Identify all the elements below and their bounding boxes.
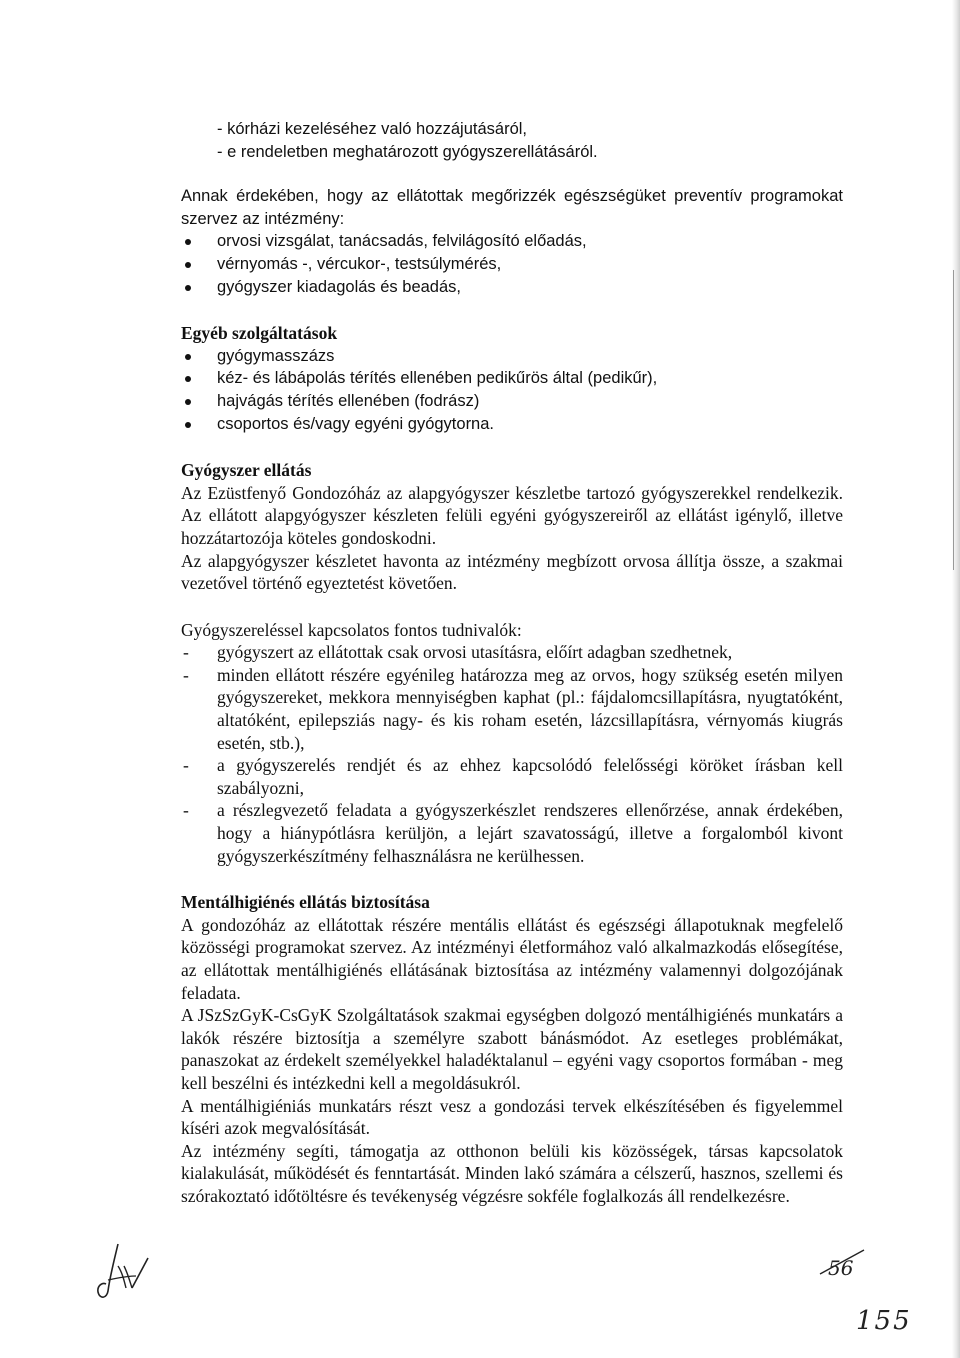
mental-hygiene-paragraph: A JSzSzGyK-CsGyK Szolgáltatások szakmai egységben dolgozó mentálhigiénés munkatárs a lakók részére biztosítja a személyre szabott bánásmódot. Az esetleges problémákat, panaszokat az érdekelt személyekkel haladéktalanul – egyéni vagy csoportos formában - meg kell beszélni és intézkedni kell a megoldásukról. [181, 1005, 843, 1093]
list-item: vérnyomás -, vércukor-, testsúlymérés, [181, 253, 843, 276]
list-item: csoportos és/vagy egyéni gyógytorna. [181, 413, 843, 436]
mental-hygiene-paragraph: Az intézmény segíti, támogatja az otthonon belüli kis közösségek, társas kapcsolatok kialakulását, működését és fenntartását. Minden lakó számára a célszerű, hasznos, szellemi és szórakoztató időtöltésre és tevékenység végzésre sokféle foglalkozás áll rendelkezésre. [181, 1140, 843, 1206]
bullet-icon [185, 422, 191, 428]
list-item: hajvágás térítés ellenében (fodrász) [181, 390, 843, 413]
mental-hygiene-paragraph: A mentálhigiéniás munkatárs részt vesz a gondozási tervek elkészítésében és figyelemmel kíséri azok megvalósítását. [181, 1095, 843, 1139]
mental-hygiene-heading: Mentálhigiénés ellátás biztosítása [181, 892, 430, 913]
other-services-heading: Egyéb szolgáltatások [181, 323, 338, 344]
bullet-icon [185, 239, 191, 245]
bullet-icon [185, 285, 191, 291]
list-item: orvosi vizsgálat, tanácsadás, felvilágosító előadás, [181, 230, 843, 253]
dash-marker: - [183, 755, 189, 776]
handwritten-stamp-number: 155 [856, 1306, 912, 1336]
intro-line: - kórházi kezeléséhez való hozzájutásáról, [217, 120, 527, 138]
handwritten-page-number: 56 [828, 1256, 854, 1280]
preventive-list [181, 230, 843, 298]
list-item: kéz- és lábápolás térítés ellenében pedikűrös által (pedikűr), [181, 367, 843, 390]
other-services-list [181, 345, 843, 435]
list-item: - minden ellátott részére egyénileg határozza meg az orvos, hogy szükség esetén milyen gyógyszereket, mekkora mennyiségben kaphat (pl.: fájdalomcsillapításra, nyugtatóként, altatóként, epilepsziás nagy- és kis roham esetén, lázcsillapításra, vérnyomás kiugrás esetén, stb.), [183, 664, 843, 753]
dash-marker: - [183, 800, 189, 821]
mental-hygiene-paragraph: A gondozóház az ellátottak részére mentális ellátást és egészségi állapotuknak megfelelő közösségi programokat szervez. Az intézményi életformához való alkalmazkodás elősegítése, az ellátottak mentálhigiénés ellátásának biztosítása az intézmény valamennyi dolgozójának feladata. [181, 914, 843, 1003]
bullet-icon [185, 354, 191, 360]
intro-line: - e rendeletben meghatározott gyógyszerellátásáról. [217, 142, 598, 161]
document-body [181, 118, 843, 1208]
dash-marker: - [183, 664, 189, 685]
medication-notes-list [181, 641, 843, 867]
list-item: - gyógyszert az ellátottak csak orvosi utasításra, előírt adagban szedhetnek, [183, 642, 733, 663]
medication-notes-intro: Gyógyszereléssel kapcsolatos fontos tudnivalók: [181, 619, 522, 640]
handwritten-signature [88, 1236, 158, 1306]
bullet-icon [185, 399, 191, 405]
medication-supply-paragraph: Az Ezüstfenyő Gondozóház az alapgyógyszer készletbe tartozó gyógyszerekkel rendelkezik. Az ellátott alapgyógyszer készleten felüli egyéni gyógyszereiről az ellátást igénylő, illetve hozzátartozója köteles gondoskodni. [181, 482, 843, 548]
list-item: - a részlegvezető feladata a gyógyszerkészlet rendszeres ellenőrzése, annak érdekében, hogy a hiánypótlásra kerüljön, a lejárt szavatosságú, illetve a forgalomból kivont gyógyszerkészítmény felhasználásra ne kerülhessen. [183, 800, 843, 866]
preventive-paragraph: Annak érdekében, hogy az ellátottak megőrizzék egészségüket preventív programokat szervez az intézmény: [181, 187, 843, 228]
list-item: gyógymasszázs [181, 345, 843, 368]
list-item: - a gyógyszerelés rendjét és az ehhez kapcsolódó felelősségi köröket írásban kell szabályozni, [183, 755, 843, 798]
medication-supply-paragraph: Az alapgyógyszer készletet havonta az intézmény megbízott orvosa állítja össze, a szakmai vezetővel történő egyeztetést követően. [181, 550, 843, 594]
bullet-icon [185, 376, 191, 382]
intro-list [217, 118, 843, 163]
dash-marker: - [183, 642, 189, 663]
medication-supply-heading: Gyógyszer ellátás [181, 460, 312, 481]
bullet-icon [185, 262, 191, 268]
scan-edge [952, 0, 960, 1358]
scan-edge-line [953, 270, 954, 570]
list-item: gyógyszer kiadagolás és beadás, [181, 276, 843, 299]
strike-mark [818, 1246, 868, 1276]
